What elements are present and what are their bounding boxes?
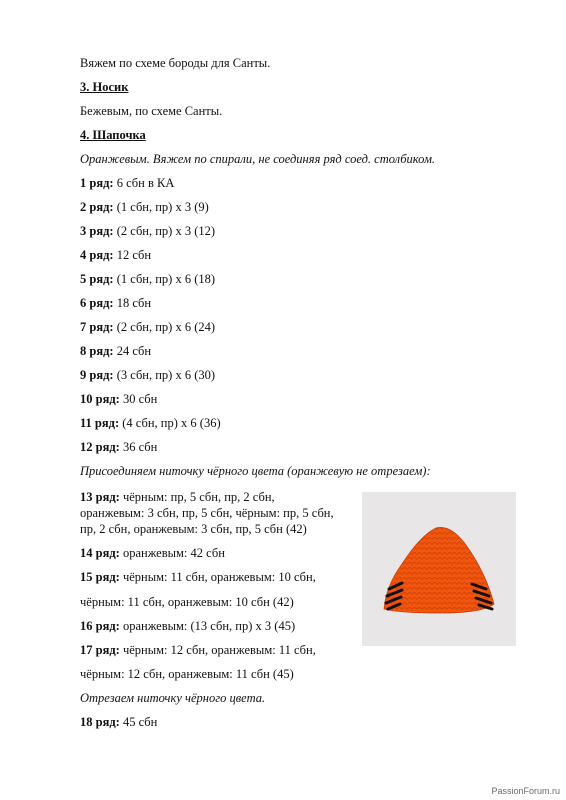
row-line: 9 ряд: (3 сбн, пр) х 6 (30) <box>80 368 216 382</box>
row-14-line: 14 ряд: оранжевым: 42 сбн <box>80 546 225 560</box>
crochet-hat-icon <box>362 492 516 646</box>
watermark-text: PassionForum.ru <box>491 786 560 796</box>
crochet-hat-photo <box>362 492 516 646</box>
row-13-line-2: оранжевым: 3 сбн, пр, 5 сбн, чёрным: пр, 5 сбн, <box>80 506 334 520</box>
row-line: 4 ряд: 12 сбн <box>80 248 152 262</box>
row-18-line: 18 ряд: 45 сбн <box>80 715 158 729</box>
row-line: 2 ряд: (1 сбн, пр) х 3 (9) <box>80 200 209 214</box>
section-3-text: Бежевым, по схеме Санты. <box>80 104 223 118</box>
row-line: 7 ряд: (2 сбн, пр) х 6 (24) <box>80 320 216 334</box>
intro-text: Вяжем по схеме бороды для Санты. <box>80 56 271 70</box>
row-13-line-3: пр, 2 сбн, оранжевым: 3 сбн, пр, 5 сбн (42) <box>80 522 307 536</box>
section-4-note: Оранжевым. Вяжем по спирали, не соединяя ряд соед. столбиком. <box>80 152 436 166</box>
row-13-line-1: 13 ряд: чёрным: пр, 5 сбн, пр, 2 сбн, <box>80 490 275 504</box>
row-line: 11 ряд: (4 сбн, пр) х 6 (36) <box>80 416 221 430</box>
row-15-line-1: 15 ряд: чёрным: 11 сбн, оранжевым: 10 сбн, <box>80 570 316 584</box>
row-line: 5 ряд: (1 сбн, пр) х 6 (18) <box>80 272 216 286</box>
row-line: 3 ряд: (2 сбн, пр) х 3 (12) <box>80 224 216 238</box>
section-3-heading: 3. Носик <box>80 80 129 94</box>
row-line: 6 ряд: 18 сбн <box>80 296 152 310</box>
row-line: 1 ряд: 6 сбн в КА <box>80 176 175 190</box>
row-17-line-1: 17 ряд: чёрным: 12 сбн, оранжевым: 11 сбн, <box>80 643 316 657</box>
row-line: 8 ряд: 24 сбн <box>80 344 152 358</box>
row-line: 10 ряд: 30 сбн <box>80 392 158 406</box>
row-17-line-2: чёрным: 12 сбн, оранжевым: 11 сбн (45) <box>80 667 294 681</box>
row-15-line-2: чёрным: 11 сбн, оранжевым: 10 сбн (42) <box>80 595 294 609</box>
attach-note: Присоединяем ниточку чёрного цвета (оранжевую не отрезаем): <box>80 464 431 478</box>
row-16-line: 16 ряд: оранжевым: (13 сбн, пр) х 3 (45) <box>80 619 296 633</box>
cut-note: Отрезаем ниточку чёрного цвета. <box>80 691 266 705</box>
row-line: 12 ряд: 36 сбн <box>80 440 158 454</box>
section-4-heading: 4. Шапочка <box>80 128 146 142</box>
